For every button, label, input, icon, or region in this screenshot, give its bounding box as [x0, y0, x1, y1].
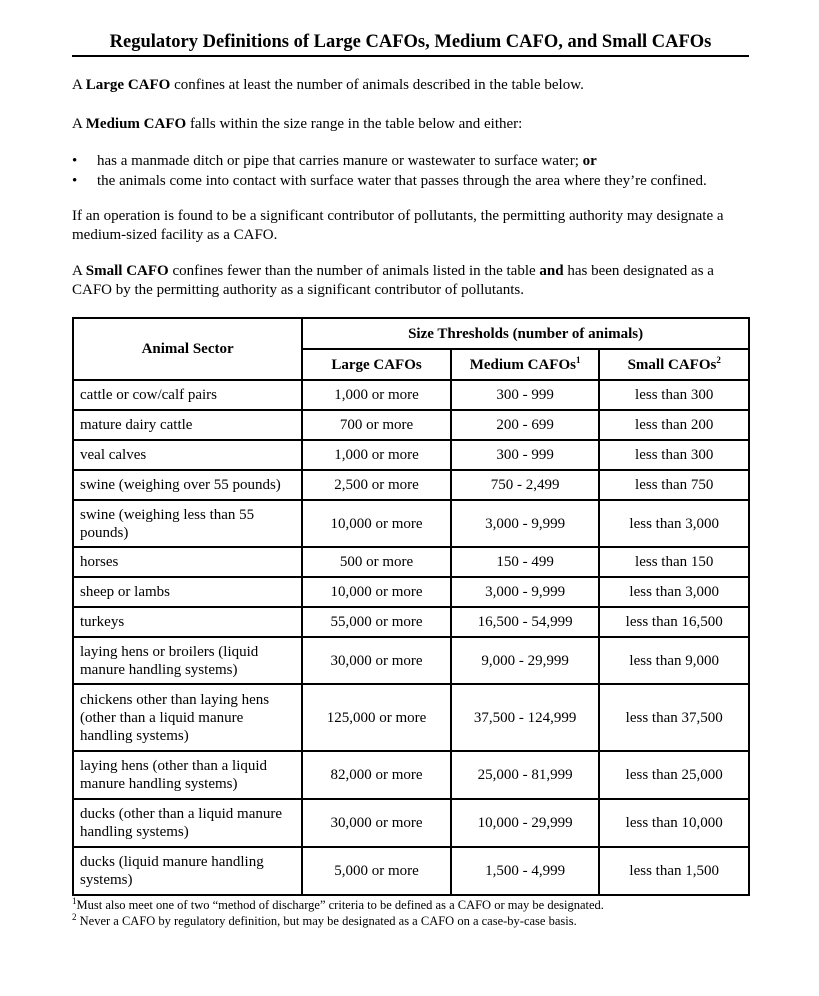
footnote-marker: 1 [575, 354, 581, 365]
table-row [73, 684, 749, 751]
text: A [72, 116, 86, 132]
designation-paragraph: If an operation is found to be a significant contributor of pollutants, the permitting authority may designate a medium-sized facility as a CAFO. [72, 208, 724, 243]
small-cell: less than 37,500 [599, 684, 749, 751]
table-row [73, 470, 749, 500]
text: Must also meet one of two “method of discharge” criteria to be defined as a CAFO or may be designated. [76, 898, 604, 912]
large-cell: 5,000 or more [302, 847, 451, 895]
text: Small CAFOs [627, 356, 717, 373]
page-title: Regulatory Definitions of Large CAFOs, Medium CAFO, and Small CAFOs [72, 30, 749, 57]
large-cell: 1,000 or more [302, 380, 451, 410]
header-size-thresholds: Size Thresholds (number of animals) [302, 318, 749, 349]
small-cell: less than 1,500 [599, 847, 749, 895]
sector-cell: horses [73, 547, 302, 577]
text: A [72, 77, 86, 93]
text: confines at least the number of animals described in the table below. [170, 77, 584, 93]
small-cell: less than 300 [599, 380, 749, 410]
sector-cell: chickens other than laying hens (other than a liquid manure handling systems) [73, 684, 302, 751]
cafo-thresholds-table [72, 317, 750, 896]
list-item [72, 151, 707, 171]
small-cell: less than 200 [599, 410, 749, 440]
list-item [72, 171, 707, 191]
small-cell: less than 9,000 [599, 637, 749, 684]
large-cell: 82,000 or more [302, 751, 451, 799]
large-cell: 10,000 or more [302, 500, 451, 547]
sector-cell: mature dairy cattle [73, 410, 302, 440]
small-cell: less than 3,000 [599, 500, 749, 547]
large-cell: 125,000 or more [302, 684, 451, 751]
medium-cafo-definition [72, 115, 752, 134]
medium-cell: 200 - 699 [451, 410, 600, 440]
footnote-marker: 1 [72, 896, 77, 906]
text: confines fewer than the number of animals listed in the table [168, 263, 540, 279]
text: and [539, 263, 564, 279]
medium-cell: 150 - 499 [451, 547, 600, 577]
header-medium-cafos [451, 349, 600, 380]
sector-cell: ducks (other than a liquid manure handling systems) [73, 799, 302, 847]
large-cell: 1,000 or more [302, 440, 451, 470]
header-small-cafos [599, 349, 749, 380]
sector-cell: swine (weighing over 55 pounds) [73, 470, 302, 500]
table-row [73, 847, 749, 895]
medium-cell: 300 - 999 [451, 380, 600, 410]
text: the animals come into contact with surface water that passes through the area where they’re confined. [97, 173, 707, 189]
text: Medium CAFOs [469, 356, 576, 373]
text: has a manmade ditch or pipe that carries manure or wastewater to surface water; [97, 153, 583, 169]
small-cafo-definition [72, 262, 752, 300]
large-cell: 700 or more [302, 410, 451, 440]
table-row [73, 410, 749, 440]
sector-cell: sheep or lambs [73, 577, 302, 607]
medium-cell: 10,000 - 29,999 [451, 799, 600, 847]
large-cell: 2,500 or more [302, 470, 451, 500]
large-cell: 55,000 or more [302, 607, 451, 637]
large-cell: 500 or more [302, 547, 451, 577]
medium-cell: 1,500 - 4,999 [451, 847, 600, 895]
sector-cell: laying hens (other than a liquid manure handling systems) [73, 751, 302, 799]
medium-cell: 37,500 - 124,999 [451, 684, 600, 751]
footnote-marker: 2 [716, 354, 721, 365]
sector-cell: veal calves [73, 440, 302, 470]
small-cell: less than 3,000 [599, 577, 749, 607]
text: A [72, 263, 86, 279]
footnotes [72, 897, 604, 929]
sector-cell: ducks (liquid manure handling systems) [73, 847, 302, 895]
header-large-cafos: Large CAFOs [302, 349, 451, 380]
bullet-icon: • [72, 173, 78, 189]
text: falls within the size range in the table below and either: [186, 116, 523, 132]
table-row [73, 577, 749, 607]
medium-cell: 3,000 - 9,999 [451, 500, 600, 547]
footnote-1 [72, 897, 604, 913]
table-row [73, 751, 749, 799]
medium-cell: 3,000 - 9,999 [451, 577, 600, 607]
sector-cell: swine (weighing less than 55 pounds) [73, 500, 302, 547]
footnote-marker: 2 [72, 912, 77, 922]
sector-cell: turkeys [73, 607, 302, 637]
table-row [73, 440, 749, 470]
bullet-icon: • [72, 153, 78, 169]
large-cell: 30,000 or more [302, 637, 451, 684]
table-row [73, 500, 749, 547]
sector-cell: laying hens or broilers (liquid manure handling systems) [73, 637, 302, 684]
text: or [582, 153, 597, 169]
table-row [73, 799, 749, 847]
text: Never a CAFO by regulatory definition, but may be designated as a CAFO on a case-by-case basis. [76, 914, 577, 928]
small-cell: less than 25,000 [599, 751, 749, 799]
large-cell: 10,000 or more [302, 577, 451, 607]
medium-cell: 750 - 2,499 [451, 470, 600, 500]
table-row [73, 607, 749, 637]
medium-criteria-list [72, 151, 707, 191]
small-cell: less than 16,500 [599, 607, 749, 637]
table-row [73, 637, 749, 684]
text: has been designated as a CAFO by the permitting authority as a significant contributor of pollutants. [72, 263, 714, 298]
medium-cell: 9,000 - 29,999 [451, 637, 600, 684]
small-cell: less than 300 [599, 440, 749, 470]
term-medium-cafo: Medium CAFO [85, 116, 187, 132]
small-cell: less than 150 [599, 547, 749, 577]
medium-cell: 16,500 - 54,999 [451, 607, 600, 637]
term-large-cafo: Large CAFO [85, 77, 171, 93]
sector-cell: cattle or cow/calf pairs [73, 380, 302, 410]
small-cell: less than 10,000 [599, 799, 749, 847]
large-cell: 30,000 or more [302, 799, 451, 847]
table-row [73, 547, 749, 577]
footnote-2 [72, 913, 604, 929]
table-row [73, 380, 749, 410]
medium-cell: 300 - 999 [451, 440, 600, 470]
large-cafo-definition [72, 76, 752, 95]
small-cell: less than 750 [599, 470, 749, 500]
medium-cell: 25,000 - 81,999 [451, 751, 600, 799]
header-animal-sector: Animal Sector [73, 318, 302, 380]
term-small-cafo: Small CAFO [85, 263, 169, 279]
